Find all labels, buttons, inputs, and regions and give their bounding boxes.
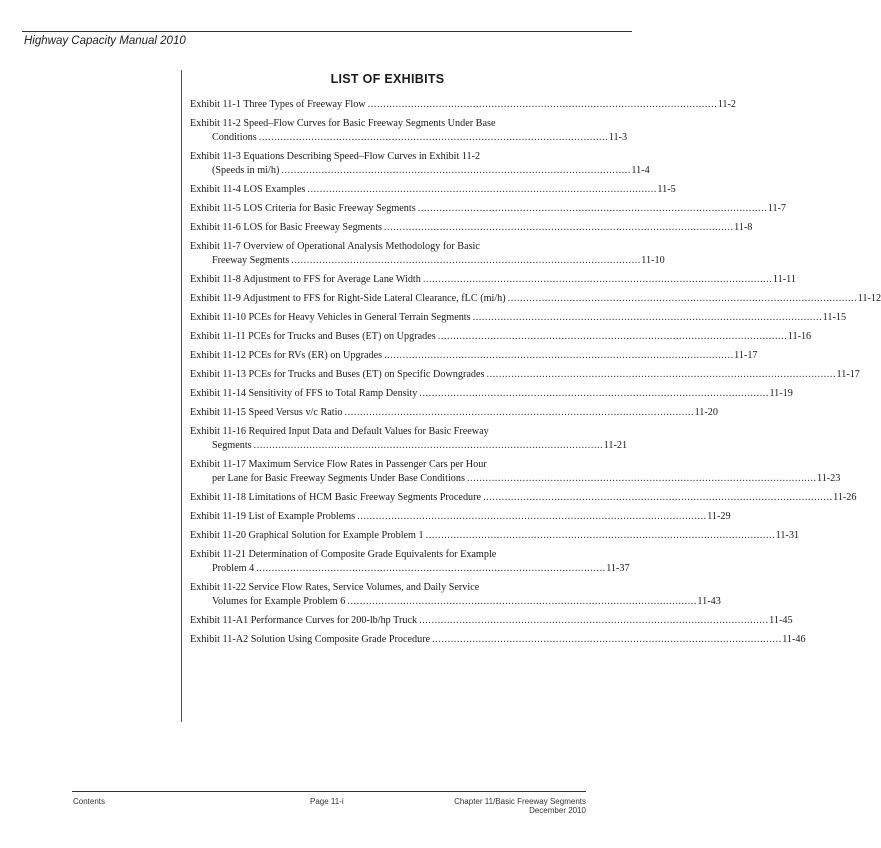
dot-leader [465, 472, 817, 486]
footer-chapter [454, 797, 586, 815]
exhibit-entry-text: Exhibit 11-21 Determination of Composite Grade Equivalents for Example [190, 549, 497, 560]
exhibit-page-number: 11-8 [734, 222, 753, 233]
exhibit-entry[interactable] [190, 633, 806, 647]
exhibit-entry[interactable] [190, 387, 793, 401]
exhibit-entry[interactable] [190, 273, 796, 287]
exhibit-entry[interactable] [190, 510, 731, 524]
exhibit-entry-text: Exhibit 11-16 Required Input Data and Default Values for Basic Freeway [190, 426, 489, 437]
dot-leader [254, 562, 606, 576]
exhibit-page-number: 11-29 [707, 511, 731, 522]
dot-leader [417, 614, 769, 628]
exhibit-page-number: 11-11 [772, 274, 796, 285]
exhibit-entry-text: Segments [212, 440, 252, 451]
dot-leader [257, 131, 609, 145]
exhibit-entry[interactable] [190, 548, 630, 576]
exhibit-page-number: 11-16 [787, 331, 812, 342]
exhibit-entry-text: Exhibit 11-3 Equations Describing Speed–Flow Curves in Exhibit 11-2 [190, 151, 481, 162]
exhibit-entry[interactable] [190, 311, 847, 325]
dot-leader [345, 595, 697, 609]
exhibit-entry[interactable] [190, 368, 860, 382]
footer-date: December 2010 [529, 806, 586, 815]
exhibit-entry-text: Exhibit 11-10 PCEs for Heavy Vehicles in General Terrain Segments [190, 312, 471, 323]
exhibit-entry-text: Exhibit 11-11 PCEs for Trucks and Buses (ET) on Upgrades [190, 331, 436, 342]
dot-leader [481, 491, 833, 505]
exhibit-page-number: 11-45 [769, 615, 793, 626]
exhibit-page-number: 11-23 [816, 473, 841, 484]
page-title: LIST OF EXHIBITS [330, 72, 445, 86]
exhibit-entry-text: Exhibit 11-1 Three Types of Freeway Flow [190, 99, 366, 110]
exhibit-entry[interactable] [190, 425, 628, 453]
exhibit-page-number: 11-12 [857, 293, 881, 304]
dot-leader [343, 406, 695, 420]
footer-section: Contents [73, 797, 106, 806]
header-rule [22, 31, 632, 32]
exhibit-entry[interactable] [190, 240, 665, 268]
dot-leader [289, 254, 641, 268]
exhibit-page-number: 11-37 [606, 563, 630, 574]
exhibit-page-number: 11-7 [767, 203, 787, 214]
exhibit-page-number: 11-17 [734, 350, 758, 361]
exhibit-page-number: 11-43 [697, 596, 721, 607]
dot-leader [366, 98, 718, 112]
exhibit-page-number: 11-19 [769, 388, 793, 399]
exhibit-page-number: 11-3 [608, 132, 628, 143]
exhibit-entry-text: Exhibit 11-14 Sensitivity of FFS to Total Ramp Density [190, 388, 418, 399]
exhibit-entry-text: Exhibit 11-20 Graphical Solution for Example Problem 1 [190, 530, 424, 541]
exhibit-entry-text: Problem 4 [212, 563, 255, 574]
dot-leader [471, 311, 823, 325]
exhibit-entry[interactable] [190, 150, 650, 178]
exhibit-entry[interactable] [190, 221, 753, 235]
exhibit-entry[interactable] [190, 458, 841, 486]
exhibit-entry-text: (Speeds in mi/h) [212, 165, 280, 176]
exhibit-entry-text: Exhibit 11-12 PCEs for RVs (ER) on Upgrades [190, 350, 383, 361]
exhibit-entry[interactable] [190, 581, 721, 609]
exhibit-entry-text: Exhibit 11-4 LOS Examples [190, 184, 306, 195]
exhibit-entry-text: Exhibit 11-18 Limitations of HCM Basic Freeway Segments Procedure [190, 492, 482, 503]
dot-leader [436, 330, 788, 344]
exhibit-entry[interactable] [190, 183, 676, 197]
exhibit-entry-text: Exhibit 11-8 Adjustment to FFS for Average Lane Width [190, 274, 421, 285]
exhibit-entry-text: per Lane for Basic Freeway Segments Under Base Conditions [212, 473, 465, 484]
dot-leader [506, 292, 858, 306]
exhibit-page-number: 11-15 [822, 312, 847, 323]
exhibit-page-number: 11-20 [694, 407, 718, 418]
exhibit-entry-text: Volumes for Example Problem 6 [212, 596, 346, 607]
exhibit-entry-text: Exhibit 11-15 Speed Versus v/c Ratio [190, 407, 343, 418]
dot-leader [417, 387, 769, 401]
exhibit-entry-text: Exhibit 11-19 List of Example Problems [190, 511, 356, 522]
dot-leader [252, 439, 604, 453]
exhibit-entry[interactable] [190, 349, 758, 363]
exhibit-list [190, 98, 881, 652]
exhibit-entry-text: Freeway Segments [212, 255, 290, 266]
footer-page-number: Page 11-i [310, 797, 344, 806]
dot-leader [484, 368, 836, 382]
exhibit-page-number: 11-31 [775, 530, 800, 541]
exhibit-entry[interactable] [190, 98, 736, 112]
exhibit-entry-text: Exhibit 11-13 PCEs for Trucks and Buses (ET) on Specific Downgrades [190, 369, 485, 380]
exhibit-page-number: 11-21 [603, 440, 628, 451]
exhibit-entry[interactable] [190, 202, 787, 216]
dot-leader [424, 529, 776, 543]
exhibit-entry-text: Exhibit 11-2 Speed–Flow Curves for Basic Freeway Segments Under Base [190, 118, 496, 129]
running-header: Highway Capacity Manual 2010 [24, 35, 186, 47]
footer-chapter-title: Chapter 11/Basic Freeway Segments [454, 797, 586, 806]
dot-leader [305, 183, 657, 197]
exhibit-entry[interactable] [190, 529, 800, 543]
exhibit-entry-text: Exhibit 11-6 LOS for Basic Freeway Segments [190, 222, 383, 233]
dot-leader [355, 510, 707, 524]
exhibit-page-number: 11-26 [833, 492, 857, 503]
dot-leader [430, 633, 782, 647]
dot-leader [279, 164, 631, 178]
exhibit-entry[interactable] [190, 491, 857, 505]
exhibit-page-number: 11-46 [782, 634, 806, 645]
exhibit-entry-text: Exhibit 11-22 Service Flow Rates, Service Volumes, and Daily Service [190, 582, 480, 593]
exhibit-page-number: 11-2 [717, 99, 736, 110]
exhibit-page-number: 11-10 [641, 255, 665, 266]
dot-leader [421, 273, 773, 287]
exhibit-entry[interactable] [190, 614, 793, 628]
exhibit-page-number: 11-17 [836, 369, 860, 380]
dot-leader [382, 221, 734, 235]
exhibit-entry[interactable] [190, 406, 718, 420]
exhibit-entry-text: Exhibit 11-A1 Performance Curves for 200-lb/hp Truck [190, 615, 418, 626]
exhibit-page-number: 11-5 [657, 184, 676, 195]
exhibit-entry-text: Exhibit 11-7 Overview of Operational Analysis Methodology for Basic [190, 241, 480, 252]
dot-leader [416, 202, 768, 216]
exhibit-entry-text: Exhibit 11-17 Maximum Service Flow Rates in Passenger Cars per Hour [190, 459, 487, 470]
footer-rule [72, 791, 586, 792]
exhibit-entry-text: Exhibit 11-5 LOS Criteria for Basic Freeway Segments [190, 203, 416, 214]
margin-rule [181, 70, 182, 722]
exhibit-entry-text: Exhibit 11-9 Adjustment to FFS for Right-Side Lateral Clearance, fLC (mi/h) [190, 293, 506, 304]
exhibit-entry[interactable] [190, 292, 881, 306]
exhibit-entry-text: Conditions [212, 132, 257, 143]
dot-leader [382, 349, 734, 363]
exhibit-page-number: 11-4 [631, 165, 650, 176]
exhibit-entry-text: Exhibit 11-A2 Solution Using Composite Grade Procedure [190, 634, 431, 645]
exhibit-entry[interactable] [190, 330, 812, 344]
exhibit-entry[interactable] [190, 117, 628, 145]
